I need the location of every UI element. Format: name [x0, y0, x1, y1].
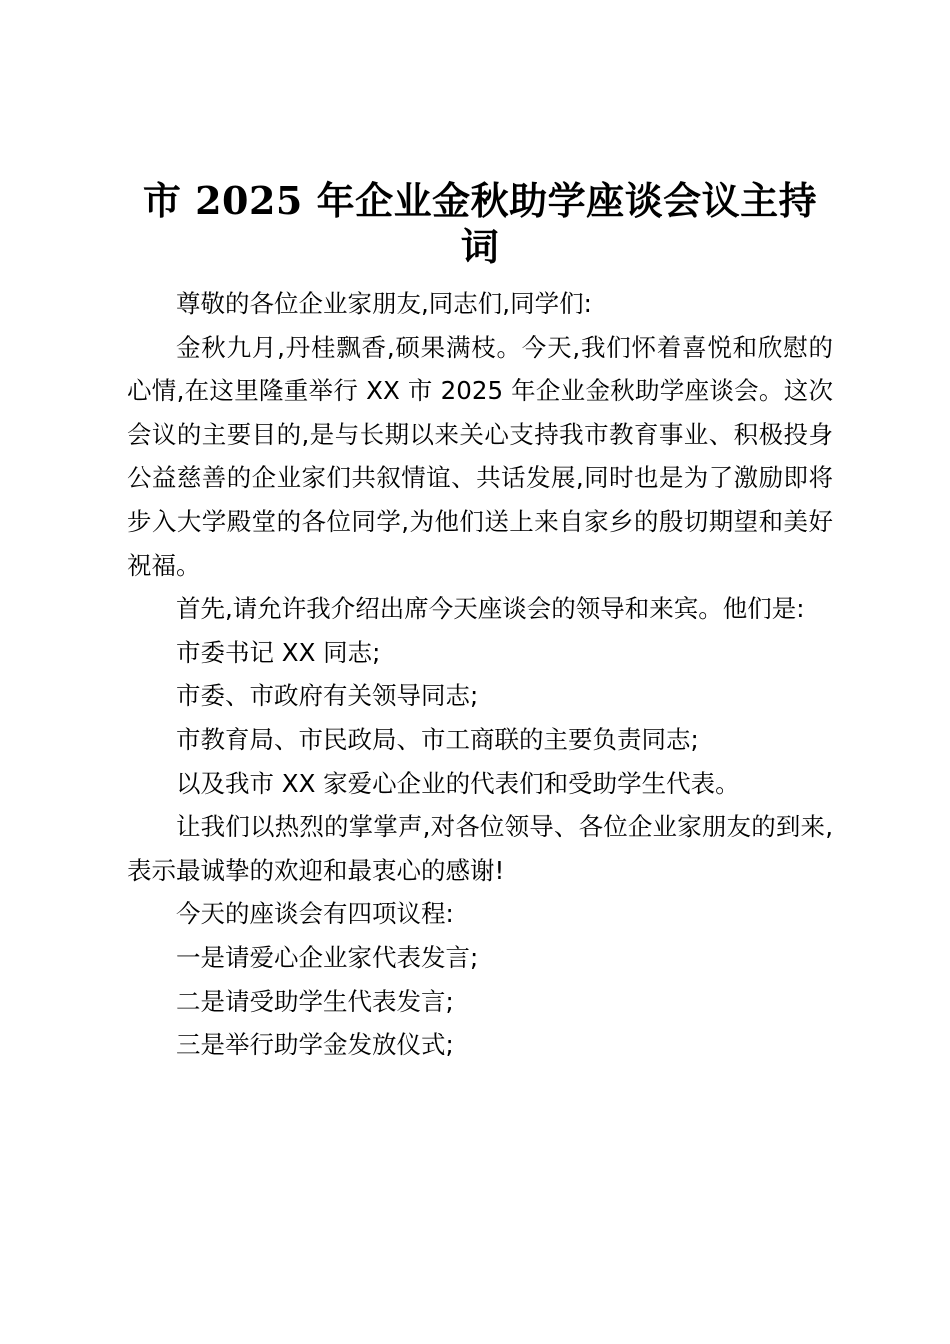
paragraph-greeting: 尊敬的各位企业家朋友,同志们,同学们: [176, 289, 592, 318]
paragraph-guest-4: 以及我市 XX 家爱心企业的代表们和受助学生代表。 [176, 768, 740, 798]
paragraph-introduction: 首先,请允许我介绍出席今天座谈会的领导和来宾。他们是: [176, 594, 805, 624]
document-title: 市 2025 年企业金秋助学座谈会议主持词 [142, 178, 818, 269]
paragraph-agenda-intro: 今天的座谈会有四项议程: [176, 899, 454, 929]
paragraph-agenda-3: 三是举行助学金发放仪式; [176, 1030, 454, 1060]
paragraph-agenda-1: 一是请爱心企业家代表发言; [176, 942, 479, 972]
paragraph-guest-3: 市教育局、市民政局、市工商联的主要负责同志; [176, 724, 699, 754]
paragraph-guest-1: 市委书记 XX 同志; [176, 637, 381, 667]
paragraph-guest-2: 市委、市政府有关领导同志; [176, 681, 479, 711]
paragraph-agenda-2: 二是请受助学生代表发言; [176, 986, 454, 1016]
document-body [127, 282, 833, 1067]
paragraph-welcome: 让我们以热烈的掌掌声,对各位领导、各位企业家朋友的到来,表示最诚挚的欢迎和最衷心的感谢! [127, 812, 833, 885]
paragraph-opening: 金秋九月,丹桂飘香,硕果满枝。今天,我们怀着喜悦和欣慰的心情,在这里隆重举行 XX 市 2025 年企业金秋助学座谈会。这次会议的主要目的,是与长期以来关心支持我市教育事业、积极投身公益慈善的企业家们共叙情谊、共话发展,同时也是为了激励即将步入大学殿堂的各位同学,为他们送上来自家乡的殷切期望和美好祝福。 [127, 332, 833, 580]
